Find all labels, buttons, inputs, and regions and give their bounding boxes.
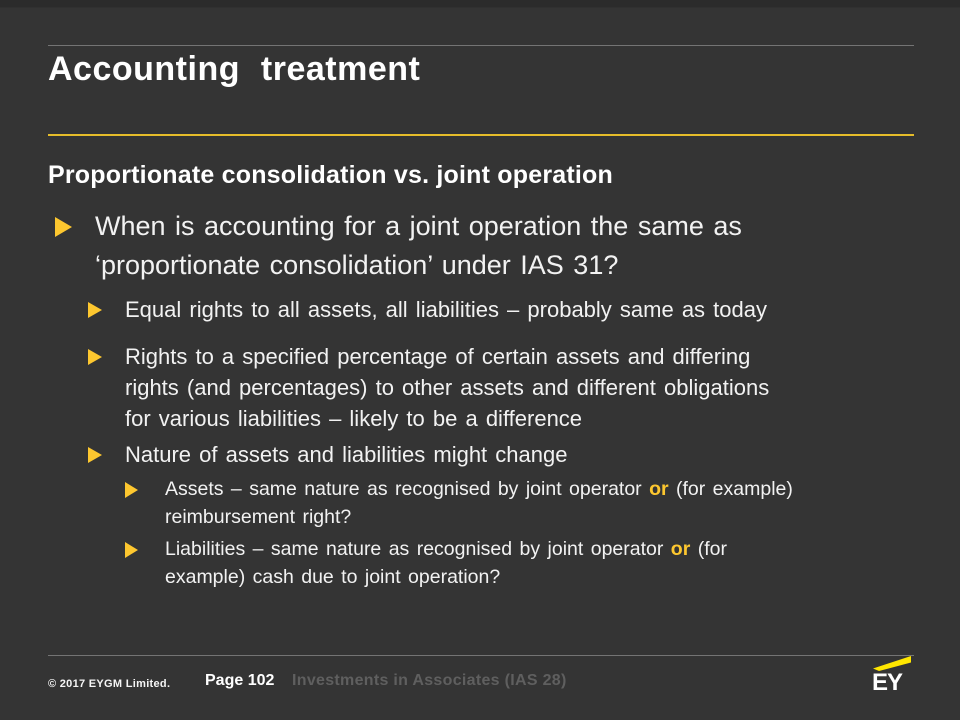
bullet-arrow-icon: [125, 482, 141, 498]
bullet-text: When is accounting for a joint operation the same as ‘proportionate consolidation’ under IAS 31?: [95, 211, 742, 280]
slide-subtitle: Proportionate consolidation vs. joint operation: [48, 161, 613, 189]
bullet-item: [125, 475, 916, 531]
bullet-text: Nature of assets and liabilities might change: [125, 442, 568, 467]
highlighted-word: or: [649, 478, 669, 500]
ey-wordmark: EY: [872, 669, 903, 696]
footer-divider-line: [48, 655, 914, 656]
bullet-text: Liabilities – same nature as recognised by joint operator or (for example) cash due to joint operation?: [165, 538, 727, 588]
bullet-item: [88, 294, 916, 325]
top-divider-line: [48, 45, 914, 46]
bullet-arrow-icon: [125, 542, 141, 558]
bullet-list: [48, 207, 916, 591]
highlighted-word: or: [670, 538, 691, 560]
bullet-text: Rights to a specified percentage of certain assets and differing rights (and percentages) to other assets and different obligations for various liabilities – likely to be a difference: [125, 344, 770, 431]
bullet-item: [48, 207, 916, 285]
footer-deck-title: Investments in Associates (IAS 28): [292, 672, 567, 689]
bullet-arrow-icon: [88, 349, 105, 365]
bullet-arrow-icon: [88, 302, 105, 318]
bullet-item: [125, 535, 916, 591]
title-accent-line: [48, 134, 914, 136]
slide-title: Accounting treatment: [48, 50, 421, 88]
slide-body: [48, 161, 916, 605]
bullet-item: [88, 341, 916, 434]
bullet-arrow-icon: [88, 447, 105, 463]
footer-page-number: Page 102: [205, 672, 275, 689]
bullet-arrow-icon: [55, 217, 75, 237]
bullet-item: [88, 439, 916, 470]
ey-logo: [872, 656, 912, 696]
bullet-text: Equal rights to all assets, all liabilities – probably same as today: [125, 297, 767, 322]
footer-copyright: © 2017 EYGM Limited.: [48, 678, 171, 690]
bullet-text: Assets – same nature as recognised by joint operator or (for example) reimbursement right?: [165, 478, 793, 528]
